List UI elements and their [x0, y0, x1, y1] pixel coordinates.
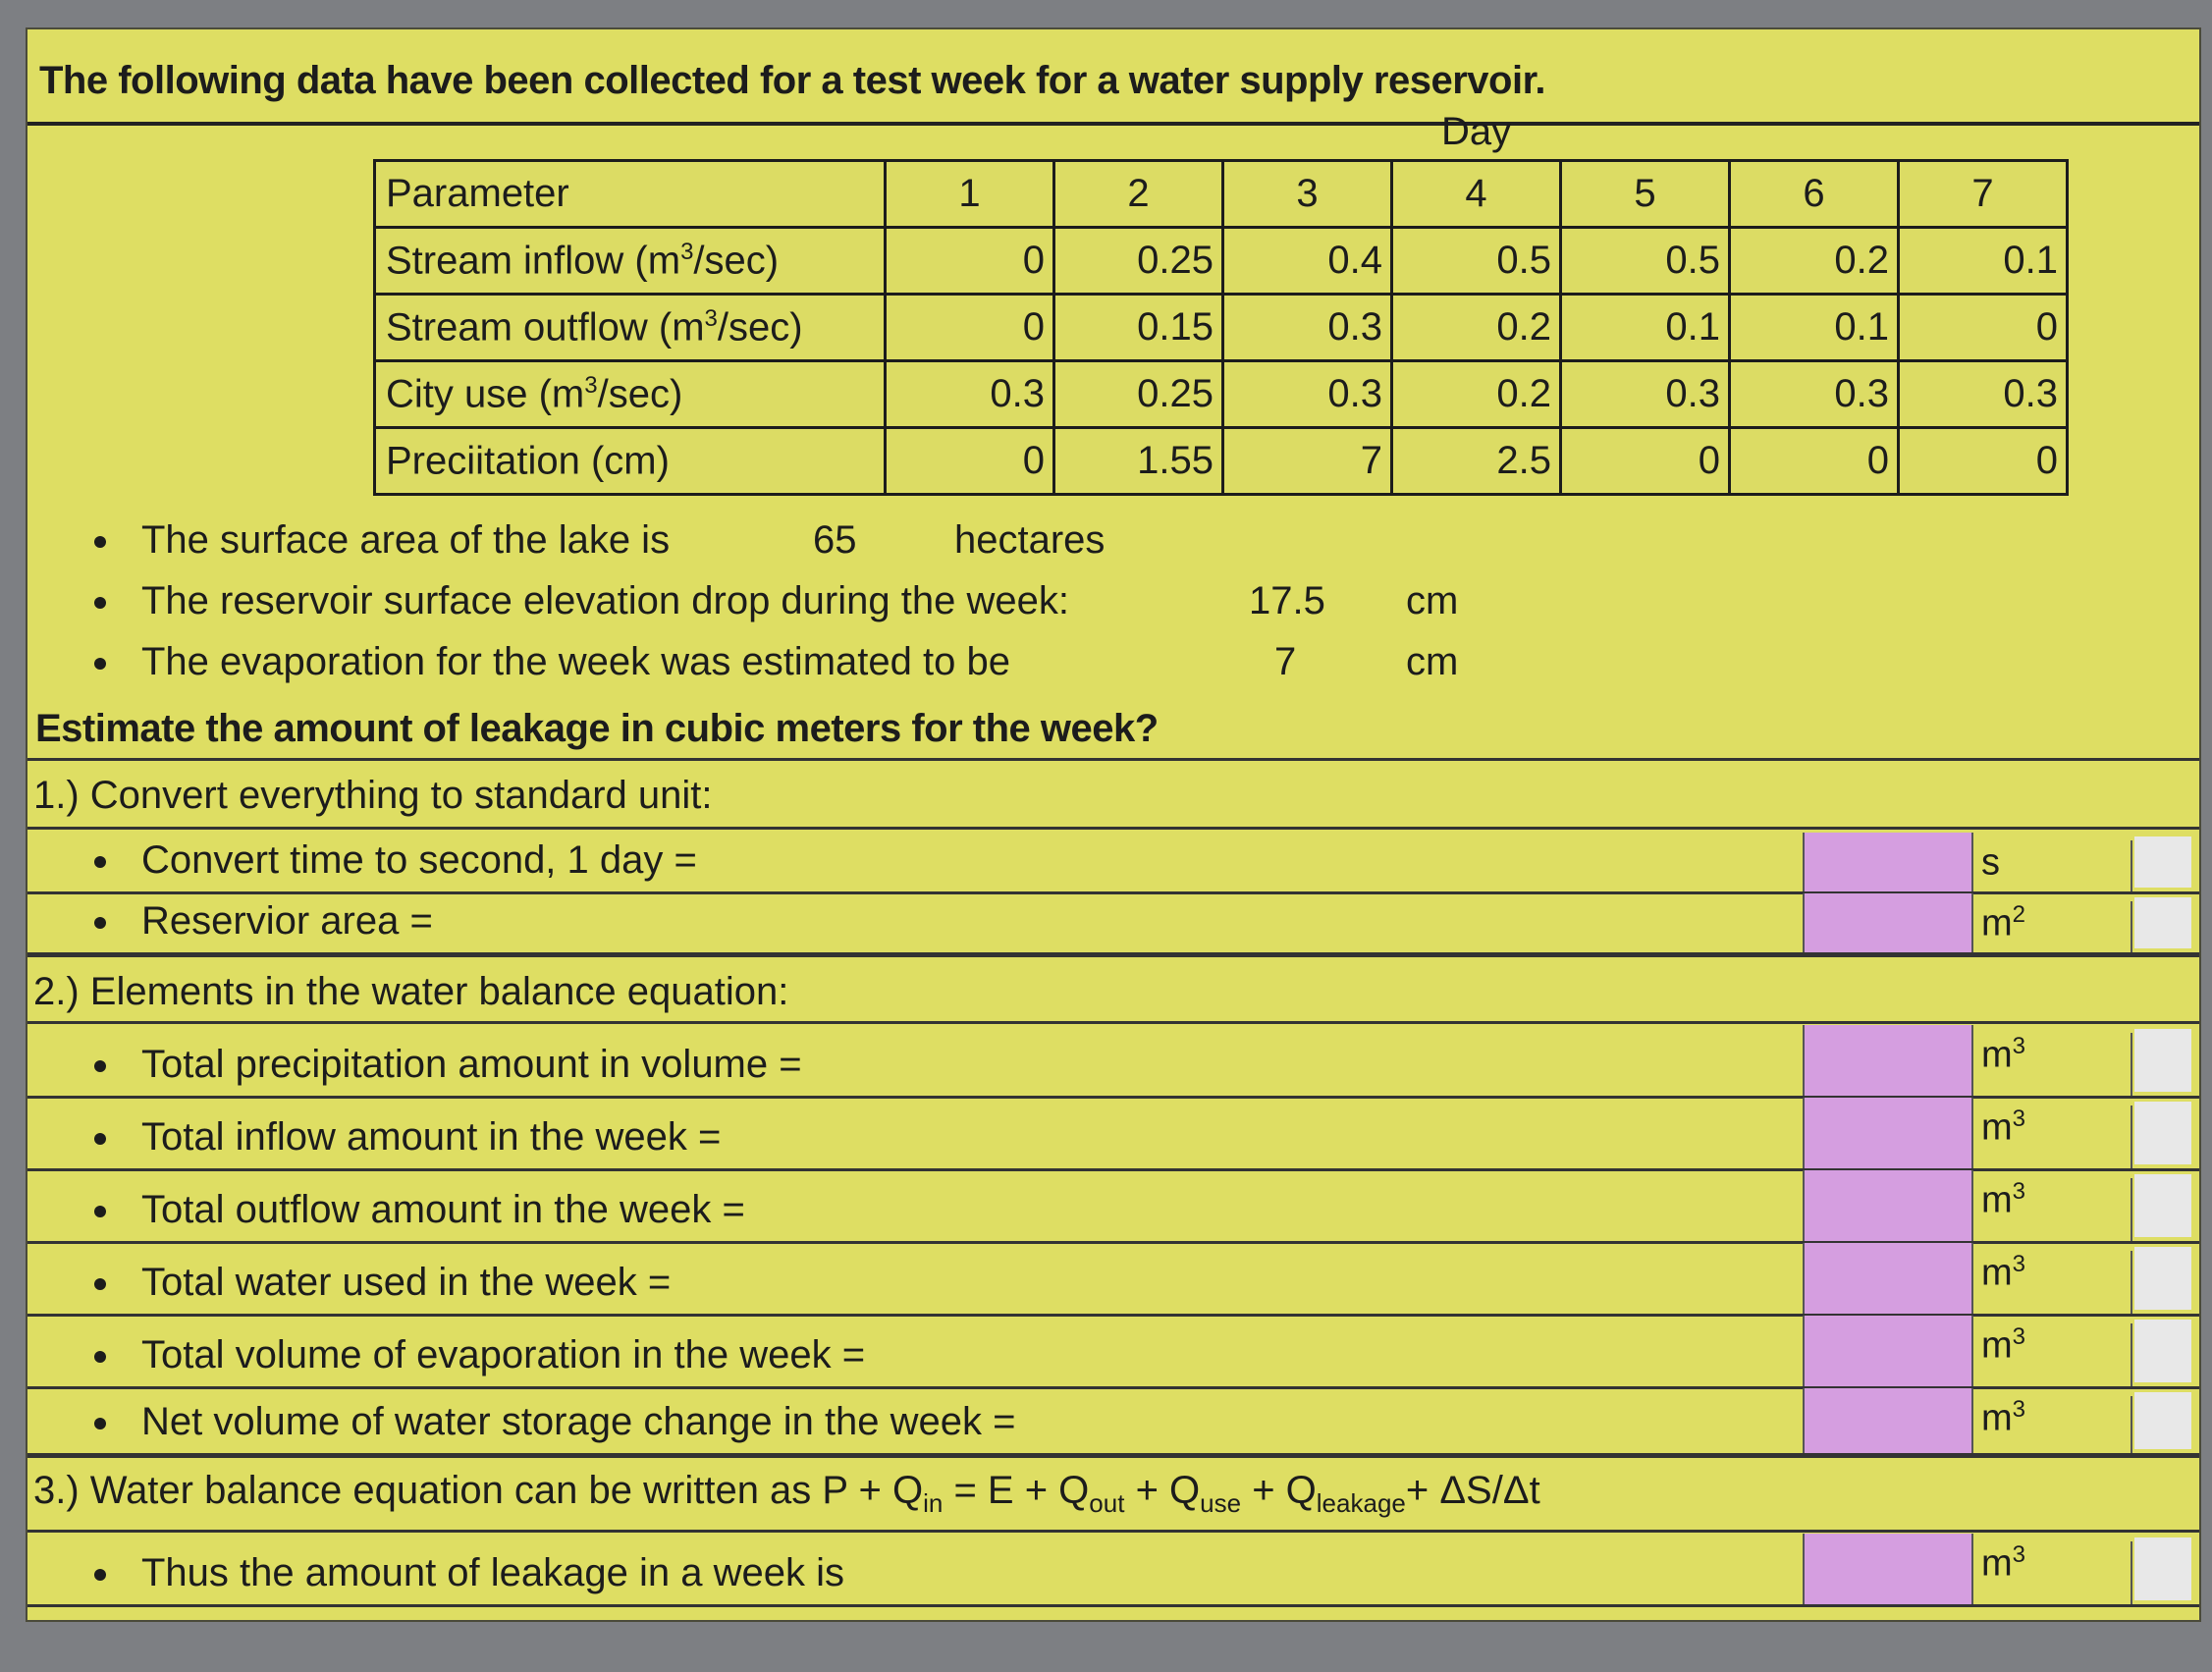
divider	[27, 1455, 2199, 1458]
value-cell[interactable]: 0	[886, 295, 1054, 361]
table-row	[375, 295, 2068, 361]
bullet-icon	[94, 658, 106, 670]
answer-row-label: Total water used in the week =	[94, 1261, 671, 1305]
value-cell[interactable]: 0	[886, 428, 1054, 495]
value-cell[interactable]: 0.2	[1392, 295, 1561, 361]
bullet-icon	[94, 1060, 106, 1072]
page-title: The following data have been collected for a test week for a water supply reservoir.	[39, 59, 1546, 102]
answer-row-label: Total volume of evaporation in the week =	[94, 1333, 865, 1377]
fact-elevation-drop	[94, 579, 1069, 623]
data-table	[373, 159, 2069, 496]
bullet-icon	[94, 536, 106, 548]
bullet-icon	[94, 1133, 106, 1145]
fact-text: The evaporation for the week was estimated to be	[141, 640, 1010, 683]
value-cell[interactable]: 0.3	[886, 361, 1054, 428]
divider	[27, 827, 2199, 830]
bullet-icon	[94, 856, 106, 868]
empty-cell[interactable]	[2134, 1174, 2191, 1237]
bullet-icon	[94, 1206, 106, 1217]
value-cell[interactable]: 0.3	[1899, 361, 2068, 428]
fact-text: The reservoir surface elevation drop during the week:	[141, 579, 1069, 622]
day-label: Day	[1441, 110, 1512, 153]
value-cell[interactable]: 0.25	[1054, 361, 1223, 428]
section3-heading: 3.) Water balance equation can be written as $P + Q_{in} = E + Q_{out} + Q_{use} + Q_{leakage}+ \Delta S/\Delta t$	[33, 1469, 1540, 1518]
param-label-cell[interactable]: Preciitation (cm)	[375, 428, 886, 495]
empty-cell[interactable]	[2134, 897, 2191, 948]
unit-cell[interactable]: $m^2$	[1969, 901, 2132, 952]
day-header-cell[interactable]: 6	[1730, 161, 1899, 228]
unit-cell[interactable]: $m^3$	[1969, 1106, 2132, 1168]
value-cell[interactable]: 0	[1730, 428, 1899, 495]
empty-cell[interactable]	[2134, 1247, 2191, 1310]
bullet-icon	[94, 1351, 106, 1363]
value-cell[interactable]: 7	[1223, 428, 1392, 495]
unit-cell[interactable]: $m^3$	[1969, 1251, 2132, 1314]
answer-row	[27, 1316, 2199, 1386]
answer-row	[27, 1025, 2199, 1096]
fact-text: The surface area of the lake is	[141, 518, 671, 562]
answer-row-label: Convert time to second, 1 day =	[94, 838, 697, 883]
answer-row	[27, 1388, 2199, 1453]
answer-row-label: Thus the amount of leakage in a week is	[94, 1551, 844, 1595]
value-cell[interactable]: 0.1	[1899, 228, 2068, 295]
divider	[27, 1604, 2199, 1607]
day-header-cell[interactable]: 7	[1899, 161, 2068, 228]
unit-cell[interactable]: $m^3$	[1969, 1178, 2132, 1241]
bullet-icon	[94, 597, 106, 609]
value-cell[interactable]: 0.3	[1223, 361, 1392, 428]
divider	[27, 1530, 2199, 1533]
answer-input-cell[interactable]	[1803, 1388, 1973, 1453]
table-row	[375, 228, 2068, 295]
value-cell[interactable]: 0.3	[1561, 361, 1730, 428]
empty-cell[interactable]	[2134, 1320, 2191, 1382]
value-cell[interactable]: 0	[1561, 428, 1730, 495]
answer-input-cell[interactable]	[1803, 1316, 1973, 1386]
day-header-cell[interactable]: 1	[886, 161, 1054, 228]
value-cell[interactable]: 0	[1899, 295, 2068, 361]
param-label-cell[interactable]: Stream inflow $(m^3/\sec)$	[375, 228, 886, 295]
unit-cell[interactable]: $m^3$	[1969, 1541, 2132, 1604]
unit-cell[interactable]: $m^3$	[1969, 1323, 2132, 1386]
fact-unit: cm	[1406, 640, 1459, 683]
answer-row-label: Total inflow amount in the week =	[94, 1115, 721, 1160]
table-row	[375, 428, 2068, 495]
value-cell[interactable]: 0	[1899, 428, 2068, 495]
fact-unit: cm	[1406, 579, 1459, 622]
answer-row	[27, 833, 2199, 891]
section2-heading: 2.) Elements in the water balance equation:	[33, 970, 789, 1013]
table-row	[375, 361, 2068, 428]
unit-cell[interactable]: s	[1969, 840, 2132, 891]
worksheet	[27, 29, 2199, 1620]
empty-cell[interactable]	[2134, 836, 2191, 888]
unit-cell[interactable]: $m^3$	[1969, 1033, 2132, 1096]
value-cell[interactable]: 0.3	[1730, 361, 1899, 428]
bullet-icon	[94, 917, 106, 929]
answer-input-cell[interactable]	[1803, 1098, 1973, 1168]
day-header-cell[interactable]: 4	[1392, 161, 1561, 228]
value-cell[interactable]: 0.5	[1561, 228, 1730, 295]
answer-row	[27, 893, 2199, 952]
table-header-row	[375, 161, 2068, 228]
section1-heading: 1.) Convert everything to standard unit:	[33, 774, 713, 817]
bullet-icon	[94, 1278, 106, 1290]
divider	[27, 758, 2199, 761]
day-header-cell[interactable]: 2	[1054, 161, 1223, 228]
answer-row	[27, 1098, 2199, 1168]
answer-input-cell[interactable]	[1803, 1243, 1973, 1314]
bullet-icon	[94, 1418, 106, 1429]
value-cell[interactable]: 0.1	[1730, 295, 1899, 361]
answer-row-label: Reservior area =	[94, 899, 433, 944]
value-cell[interactable]: 0.1	[1561, 295, 1730, 361]
fact-value[interactable]: 17.5	[1249, 579, 1325, 622]
divider	[27, 1021, 2199, 1024]
answer-row-label: Net volume of water storage change in the week =	[94, 1400, 1016, 1444]
answer-row	[27, 1534, 2199, 1604]
answer-input-cell[interactable]	[1803, 893, 1973, 952]
param-header-cell[interactable]: Parameter	[375, 161, 886, 228]
fact-value[interactable]: 7	[1274, 640, 1297, 683]
value-cell[interactable]: 0.5	[1392, 228, 1561, 295]
fact-surface-area	[94, 518, 670, 563]
answer-input-cell[interactable]	[1803, 1025, 1973, 1096]
value-cell[interactable]: 0.4	[1223, 228, 1392, 295]
param-label-cell[interactable]: Stream outflow $(m^3/\sec)$	[375, 295, 886, 361]
answer-row	[27, 1170, 2199, 1241]
title-row	[27, 47, 2199, 126]
fact-unit: hectares	[954, 518, 1106, 562]
empty-cell[interactable]	[2134, 1102, 2191, 1164]
value-cell[interactable]: 0.25	[1054, 228, 1223, 295]
fact-value[interactable]: 65	[813, 518, 857, 562]
empty-cell[interactable]	[2134, 1392, 2191, 1449]
answer-input-cell[interactable]	[1803, 1170, 1973, 1241]
empty-cell[interactable]	[2134, 1029, 2191, 1092]
answer-row-label: Total outflow amount in the week =	[94, 1188, 745, 1232]
day-header-cell[interactable]: 3	[1223, 161, 1392, 228]
question: Estimate the amount of leakage in cubic meters for the week?	[35, 707, 1159, 750]
empty-cell[interactable]	[2134, 1537, 2191, 1600]
divider	[27, 954, 2199, 957]
answer-input-cell[interactable]	[1803, 833, 1973, 891]
fact-evaporation	[94, 640, 1010, 684]
value-cell[interactable]: 0.3	[1223, 295, 1392, 361]
answer-row-label: Total precipitation amount in volume =	[94, 1043, 802, 1087]
value-cell[interactable]: 2.5	[1392, 428, 1561, 495]
value-cell[interactable]: 1.55	[1054, 428, 1223, 495]
value-cell[interactable]: 0.2	[1392, 361, 1561, 428]
value-cell[interactable]: 0	[886, 228, 1054, 295]
value-cell[interactable]: 0.2	[1730, 228, 1899, 295]
bullet-icon	[94, 1569, 106, 1581]
value-cell[interactable]: 0.15	[1054, 295, 1223, 361]
answer-input-cell[interactable]	[1803, 1534, 1973, 1604]
day-header-cell[interactable]: 5	[1561, 161, 1730, 228]
unit-cell[interactable]: $m^3$	[1969, 1396, 2132, 1453]
answer-row	[27, 1243, 2199, 1314]
param-label-cell[interactable]: City use $(m^3/\sec)$	[375, 361, 886, 428]
